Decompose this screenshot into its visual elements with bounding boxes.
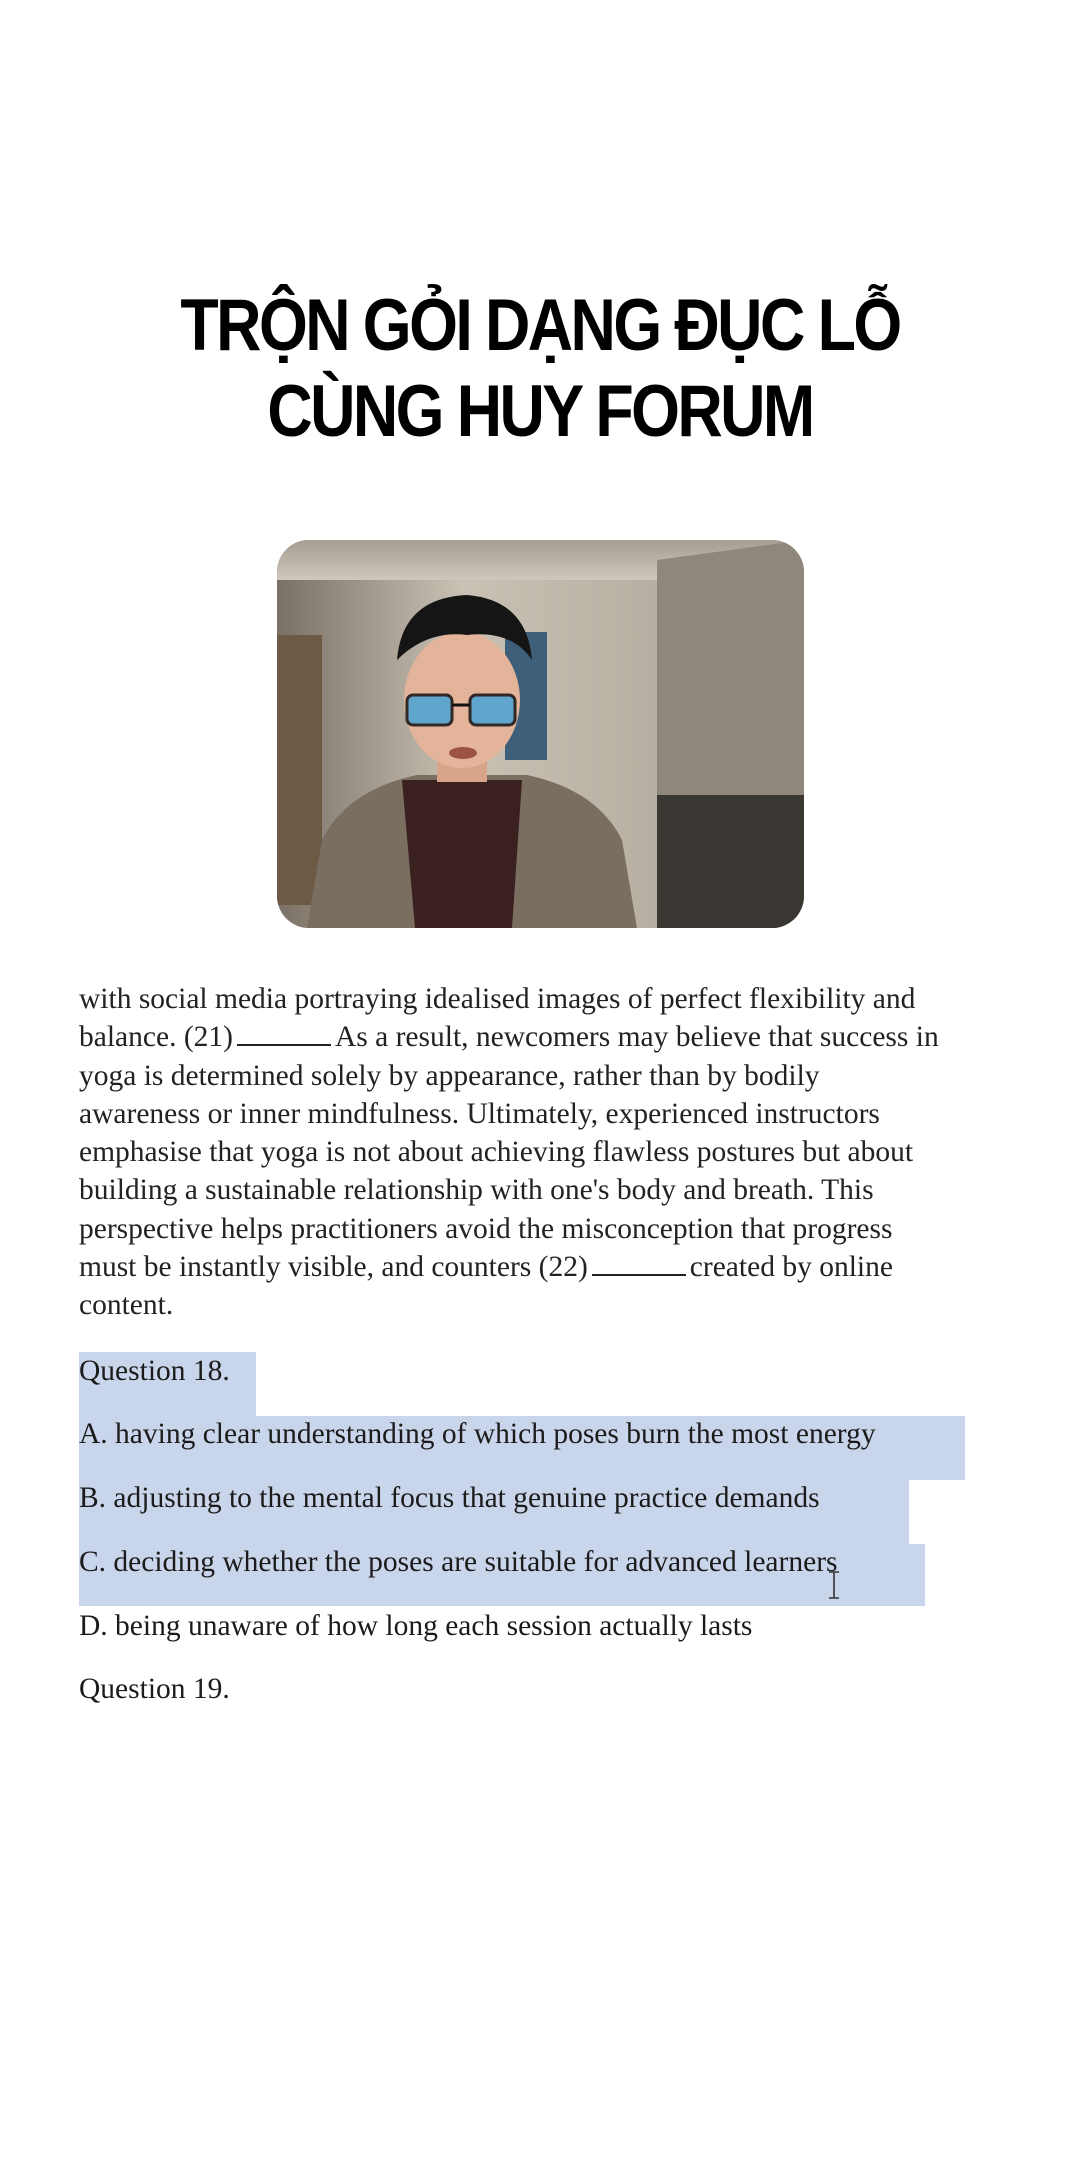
text-cursor-icon (827, 1571, 841, 1599)
passage-line-segment: must be instantly visible, and counters (22) (79, 1251, 588, 1284)
question-18-option-b[interactable]: B. adjusting to the mental focus that genuine practice demands (79, 1482, 820, 1514)
presenter-video[interactable] (277, 540, 804, 928)
passage-line (79, 1018, 1019, 1056)
overlay-title (76, 283, 1005, 455)
passage-line-segment: balance. (21) (79, 1021, 233, 1054)
gap-blank-22 (592, 1248, 686, 1276)
reading-passage (79, 980, 1019, 1325)
question-19-label[interactable]: Question 19. (79, 1673, 230, 1705)
overlay-title-line-2: CÙNG HUY FORUM (267, 371, 813, 452)
passage-line: awareness or inner mindfulness. Ultimately, experienced instructors (79, 1097, 880, 1130)
passage-line: emphasise that yoga is not about achieving flawless postures but about (79, 1136, 914, 1169)
passage-line: yoga is determined solely by appearance, rather than by bodily (79, 1059, 820, 1092)
passage-line: with social media portraying idealised images of perfect flexibility and (79, 983, 916, 1015)
passage-line-segment: As a result, newcomers may believe that success in (334, 1021, 939, 1054)
question-18-option-d[interactable]: D. being unaware of how long each session actually lasts (79, 1610, 753, 1642)
passage-line: perspective helps practitioners avoid the misconception that progress (79, 1212, 893, 1245)
passage-line: building a sustainable relationship with one's body and breath. This (79, 1174, 874, 1207)
presenter-video-frame (277, 540, 804, 928)
overlay-title-line-1: TRỘN GỎI DẠNG ĐỤC LỖ (180, 285, 900, 366)
question-18-option-a[interactable]: A. having clear understanding of which poses burn the most energy (79, 1418, 876, 1450)
question-18-label[interactable]: Question 18. (79, 1355, 230, 1387)
question-18-option-c[interactable]: C. deciding whether the poses are suitable for advanced learners (79, 1546, 838, 1578)
passage-line: content. (79, 1289, 174, 1322)
passage-line-segment: created by online (689, 1251, 893, 1284)
gap-blank-21 (237, 1018, 331, 1046)
passage-line (79, 1248, 1019, 1286)
